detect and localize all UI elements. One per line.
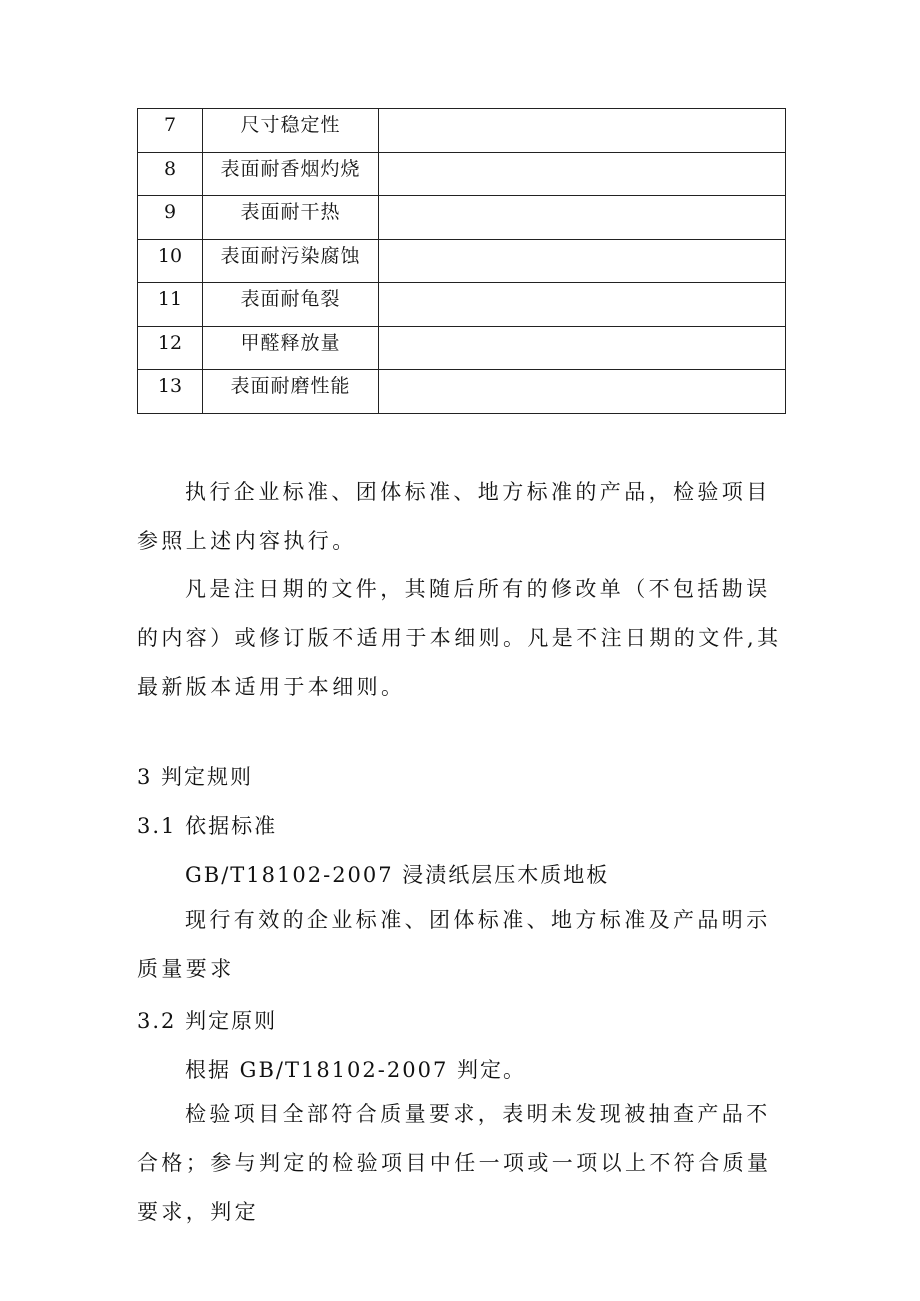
item-number: 10 <box>138 239 203 283</box>
table-row <box>138 239 786 283</box>
item-value <box>379 109 786 153</box>
item-number: 12 <box>138 326 203 370</box>
item-name: 甲醛释放量 <box>203 326 379 370</box>
paragraph-dated-docs: 凡是注日期的文件，其随后所有的修改单（不包括勘误的内容）或修订版不适用于本细则。凡是不注日期的文件,其最新版本适用于本细则。 <box>137 577 782 699</box>
item-value <box>379 152 786 196</box>
section-3-title: 3 判定规则 <box>137 765 254 789</box>
inspection-items-table <box>137 108 786 414</box>
item-name: 尺寸稳定性 <box>203 109 379 153</box>
item-number: 9 <box>138 196 203 240</box>
item-name: 表面耐磨性能 <box>203 370 379 414</box>
item-name: 表面耐香烟灼烧 <box>203 152 379 196</box>
item-value <box>379 370 786 414</box>
paragraph-scope: 执行企业标准、团体标准、地方标准的产品，检验项目参照上述内容执行。 <box>137 480 771 553</box>
item-name: 表面耐污染腐蚀 <box>203 239 379 283</box>
table-row <box>138 326 786 370</box>
item-number: 7 <box>138 109 203 153</box>
item-number: 11 <box>138 283 203 327</box>
table-row <box>138 370 786 414</box>
section-3-2-title: 3.2 判定原则 <box>137 1009 278 1033</box>
rule-judgement: 检验项目全部符合质量要求，表明未发现被抽查产品不合格；参与判定的检验项目中任一项或一项以上不符合质量要求，判定 <box>137 1102 772 1224</box>
item-number: 13 <box>138 370 203 414</box>
rule-basis: 根据 GB/T18102-2007 判定。 <box>185 1058 526 1082</box>
table-row <box>138 196 786 240</box>
section-3-1-title: 3.1 依据标准 <box>137 814 278 838</box>
table-row <box>138 109 786 153</box>
standard-requirements: 现行有效的企业标准、团体标准、地方标准及产品明示质量要求 <box>137 908 771 981</box>
item-value <box>379 283 786 327</box>
item-name: 表面耐干热 <box>203 196 379 240</box>
item-value <box>379 196 786 240</box>
standard-reference: GB/T18102-2007 浸渍纸层压木质地板 <box>185 863 610 887</box>
item-name: 表面耐龟裂 <box>203 283 379 327</box>
item-value <box>379 326 786 370</box>
table-row <box>138 152 786 196</box>
table-row <box>138 283 786 327</box>
item-number: 8 <box>138 152 203 196</box>
item-value <box>379 239 786 283</box>
